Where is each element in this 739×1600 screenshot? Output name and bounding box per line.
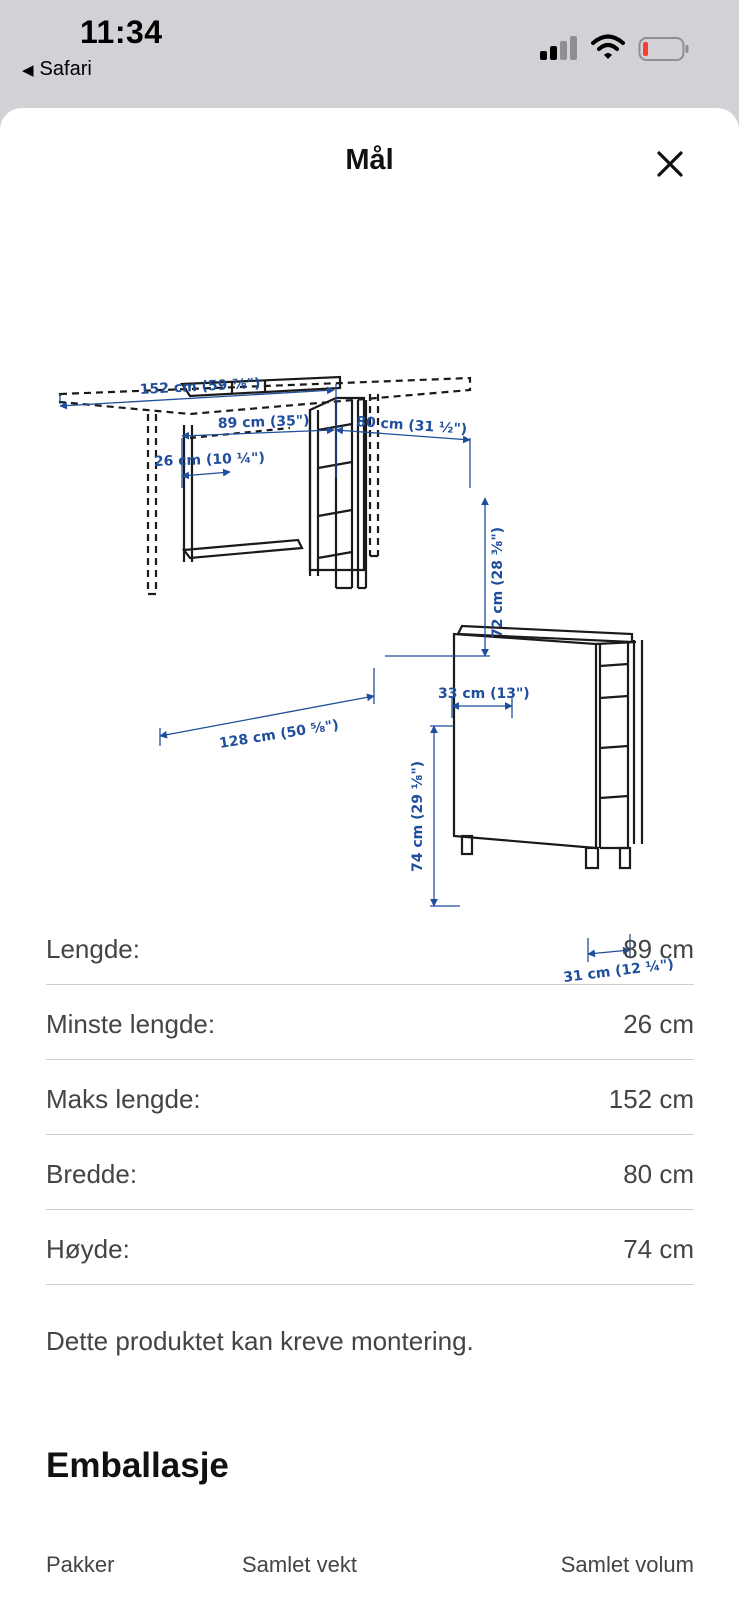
signal-icon xyxy=(540,36,580,60)
dimension-row xyxy=(46,910,694,985)
dimension-value: 89 cm xyxy=(623,933,694,964)
dimension-value: 152 cm xyxy=(608,1083,694,1114)
dimension-row xyxy=(46,1060,694,1135)
dimension-value: 80 cm xyxy=(623,1158,694,1189)
dimension-row xyxy=(46,985,694,1060)
dimension-value: 74 cm xyxy=(623,1233,694,1264)
back-arrow-icon: ◀ xyxy=(22,61,34,79)
dimension-label: Bredde: xyxy=(46,1158,138,1189)
dim-label-table-height: 72 cm (28 ⅜") xyxy=(490,526,506,638)
dimension-value: 26 cm xyxy=(623,1008,694,1039)
dimensions-sheet xyxy=(0,108,739,1600)
back-to-safari-button[interactable] xyxy=(22,58,92,81)
dimension-label: Minste lengde: xyxy=(46,1008,216,1039)
dim-label-max-length: 152 cm (59 ⅞") xyxy=(139,375,261,398)
close-button[interactable] xyxy=(650,144,690,184)
dimension-diagram xyxy=(40,258,700,1018)
dim-label-base-length: 128 cm (50 ⅝") xyxy=(218,717,340,752)
sheet-title: Mål xyxy=(345,144,394,176)
dim-label-width: 80 cm (31 ½") xyxy=(355,414,468,438)
packaging-col-weight: Samlet vekt xyxy=(242,1552,357,1577)
dimension-list xyxy=(46,910,694,1285)
dimension-row xyxy=(46,1135,694,1210)
dim-label-folded-height: 74 cm (29 ⅛") xyxy=(410,760,426,872)
wifi-icon xyxy=(591,34,625,60)
dimension-label: Maks lengde: xyxy=(46,1083,201,1114)
assembly-note: Dette produktet kan kreve montering. xyxy=(46,1326,474,1356)
folded-table-drawing xyxy=(454,626,642,868)
status-time: 11:34 xyxy=(80,14,163,50)
dim-label-length: 89 cm (35") xyxy=(217,412,310,432)
dimension-row xyxy=(46,1210,694,1285)
open-table-drawing xyxy=(60,377,470,594)
dimension-label: Høyde: xyxy=(46,1233,130,1264)
back-app-label: Safari xyxy=(39,58,92,80)
status-bar xyxy=(0,0,739,108)
close-icon xyxy=(656,150,684,178)
packaging-title: Emballasje xyxy=(46,1446,229,1485)
dim-label-folded-depth: 33 cm (13") xyxy=(438,686,530,702)
packaging-table-header xyxy=(46,1552,694,1592)
battery-low-icon xyxy=(638,36,690,62)
dim-label-folded-leg: 31 cm (12 ¼") xyxy=(562,956,675,986)
dim-label-min-length: 26 cm (10 ¼") xyxy=(153,450,266,470)
packaging-col-packages: Pakker xyxy=(46,1552,115,1577)
dimension-label: Lengde: xyxy=(46,933,140,964)
packaging-col-volume: Samlet volum xyxy=(560,1552,694,1577)
